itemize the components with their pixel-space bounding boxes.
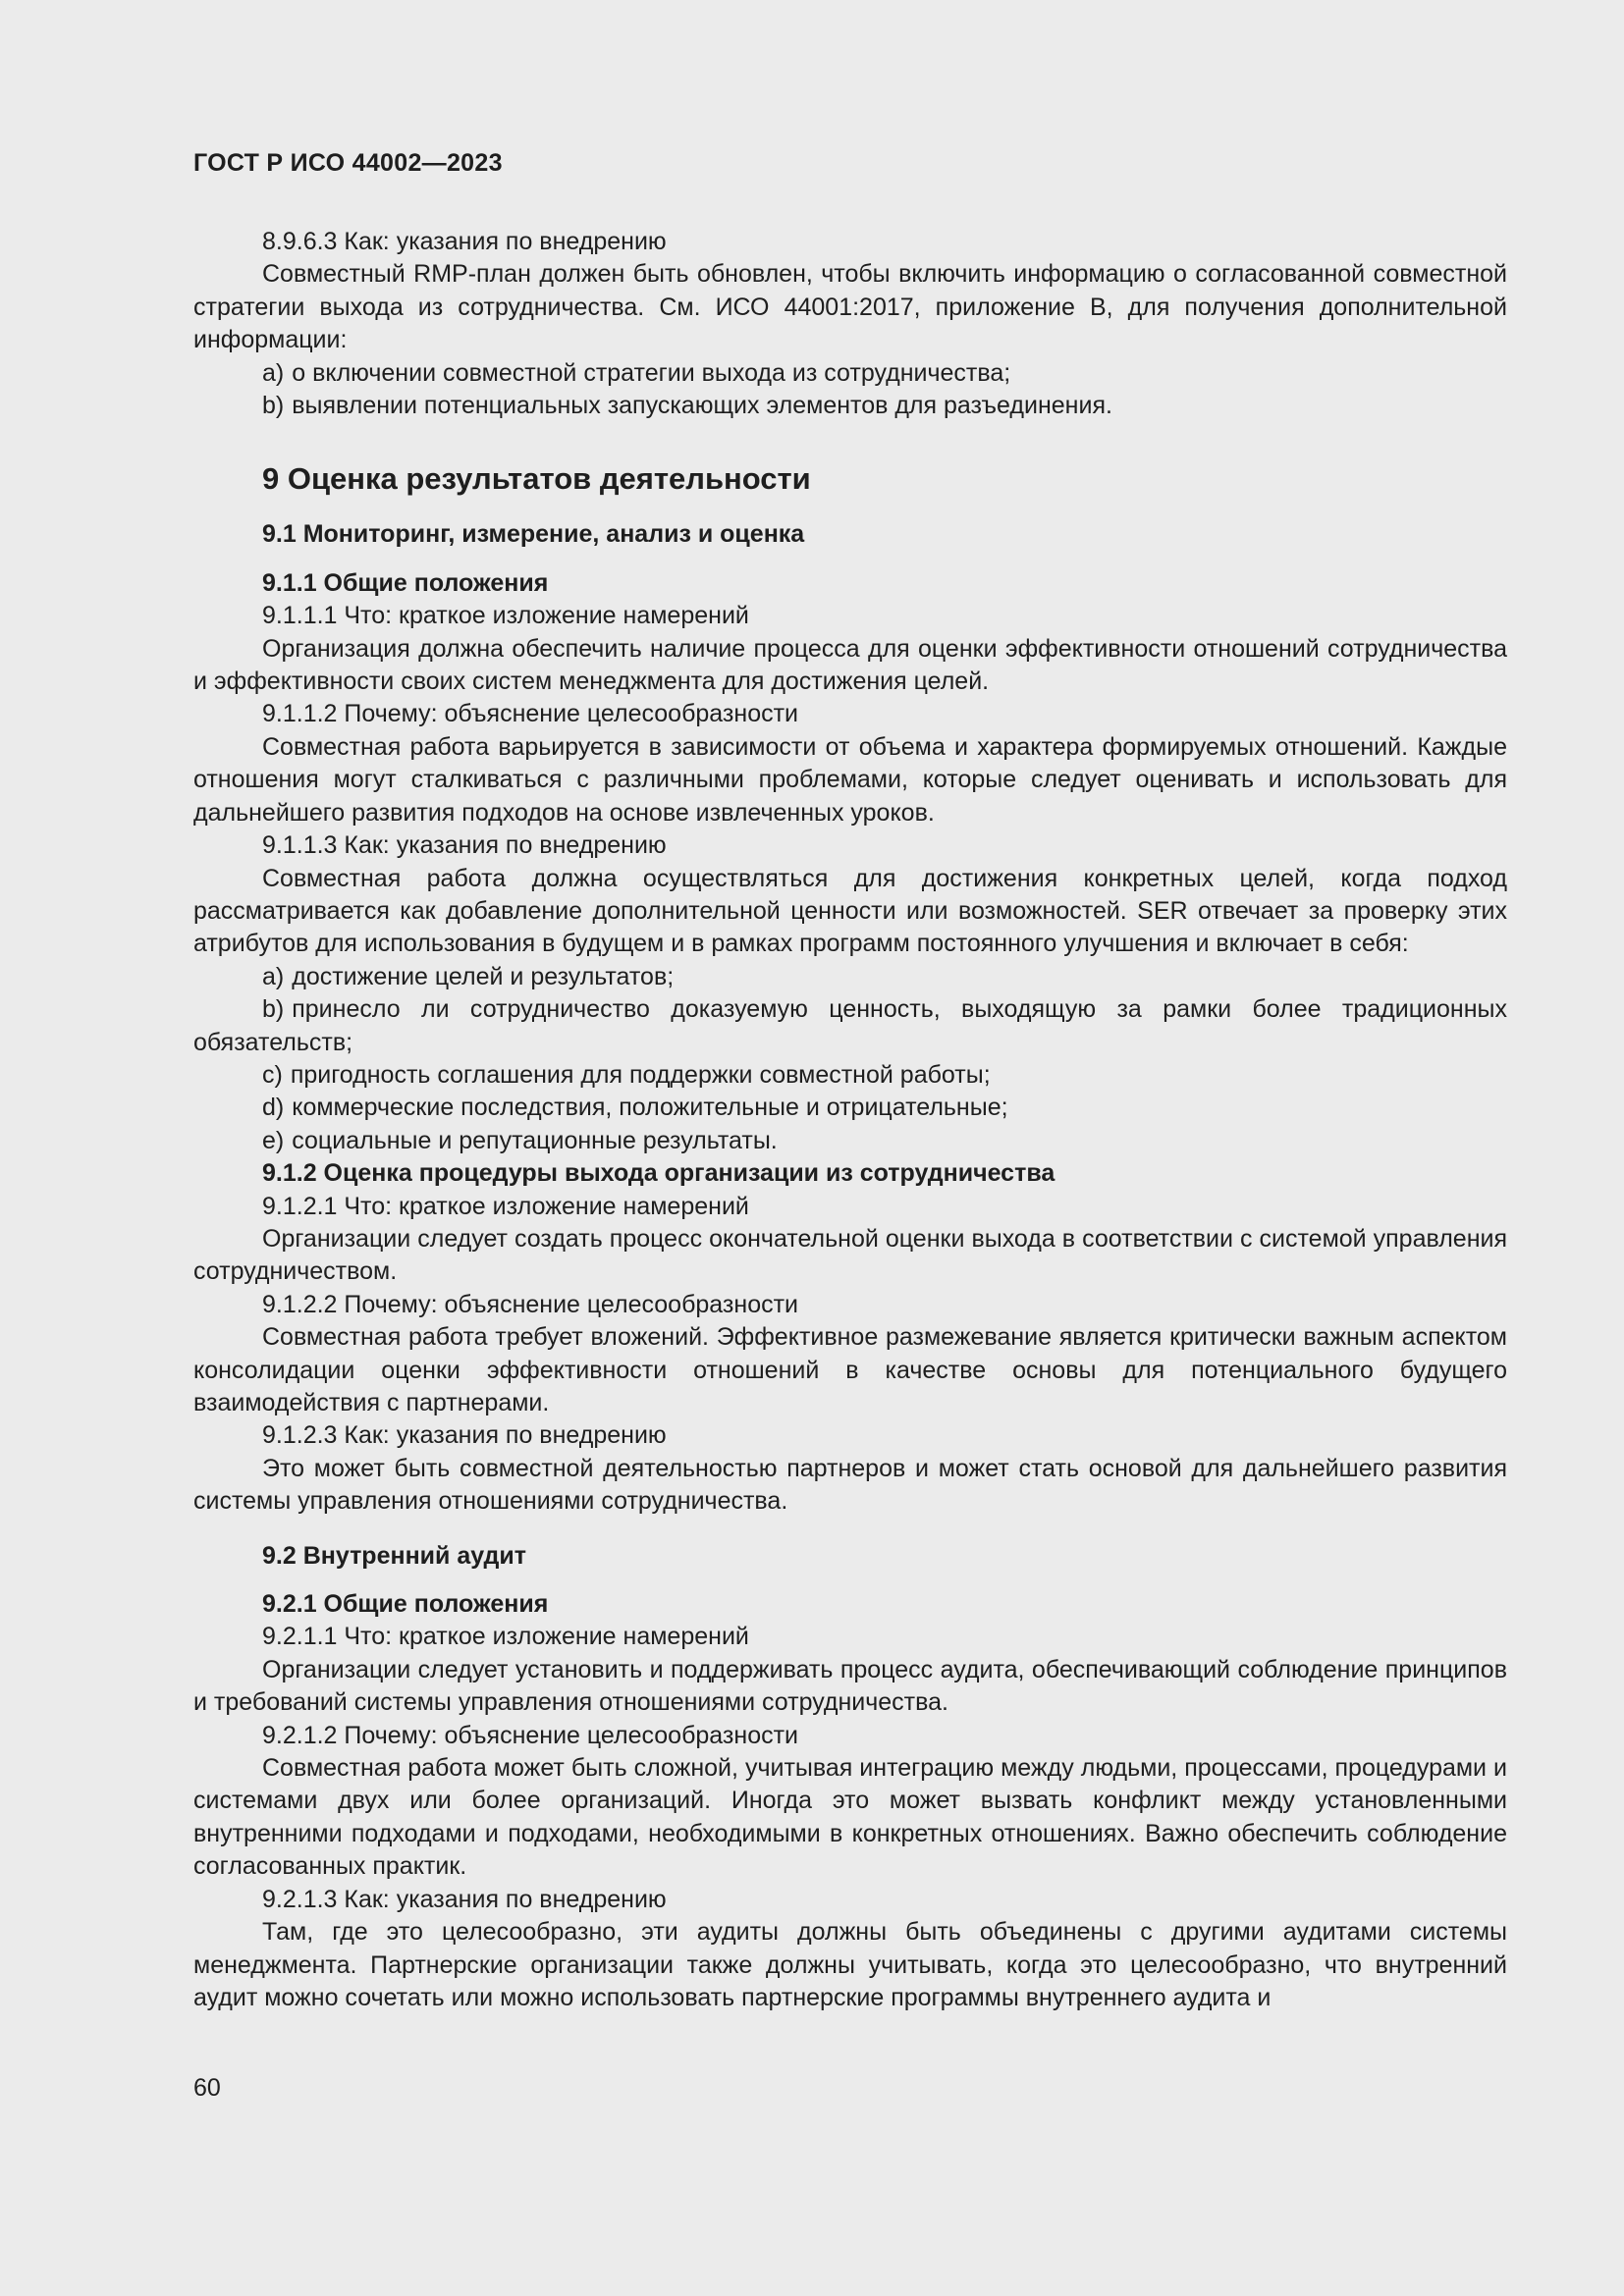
subsection-heading-9213: 9.2.1.3 Как: указания по внедрению bbox=[262, 1885, 667, 1913]
subsection-heading-9112: 9.1.1.2 Почему: объяснение целесообразности bbox=[262, 700, 799, 728]
paragraph-9112: Совместная работа варьируется в зависимости от объема и характера формируемых отношений. Каждые отношения могут сталкиваться с различными проблемами, которые следует оценивать и использовать для дальнейшего развития подходов на основе извлеченных уроков. bbox=[193, 732, 1507, 827]
section-title-9-2: 9.2 Внутренний аудит bbox=[262, 1541, 527, 1570]
list-marker: a) bbox=[262, 358, 285, 387]
subsection-heading-9122: 9.1.2.2 Почему: объяснение целесообразности bbox=[262, 1290, 799, 1318]
list-item bbox=[193, 1125, 1507, 1157]
list-item bbox=[193, 1059, 1507, 1092]
paragraph-9122: Совместная работа требует вложений. Эффективное размежевание является критически важным аспектом консолидации оценки эффективности отношений в качестве основы для потенциального будущего взаимодействия с партнерами. bbox=[193, 1323, 1507, 1416]
subsection-heading-9121: 9.1.2.1 Что: краткое изложение намерений bbox=[262, 1192, 749, 1220]
document-header: ГОСТ Р ИСО 44002—2023 bbox=[193, 149, 503, 177]
paragraph-9212: Совместная работа может быть сложной, учитывая интеграцию между людьми, процессами, процедурами и системами двух или более организаций. Иногда это может вызвать конфликт между установленными внутренними подходами и подходами, необходимыми в конкретных отношениях. Важно обеспечить соблюдение согласованных практик. bbox=[193, 1754, 1507, 1881]
list-item-text: достижение целей и результатов; bbox=[292, 962, 675, 990]
subsection-heading-9111: 9.1.1.1 Что: краткое изложение намерений bbox=[262, 602, 749, 630]
paragraph-9211: Организации следует установить и поддерживать процесс аудита, обеспечивающий соблюдение принципов и требований системы управления отношениями сотрудничества. bbox=[193, 1655, 1507, 1717]
paragraph-8963: Совместный RMP-план должен быть обновлен, чтобы включить информацию о согласованной совместной стратегии выхода из сотрудничества. См. ИСО 44001:2017, приложение B, для получения дополнительной информации: bbox=[193, 260, 1507, 354]
paragraph-9123: Это может быть совместной деятельностью партнеров и может стать основой для дальнейшего развития системы управления отношениями сотрудничества. bbox=[193, 1454, 1507, 1516]
list-item-text: социальные и репутационные результаты. bbox=[292, 1126, 778, 1154]
list-marker: c) bbox=[262, 1060, 283, 1089]
subsection-heading-8963: 8.9.6.3 Как: указания по внедрению bbox=[262, 228, 667, 255]
paragraph-9111: Организация должна обеспечить наличие процесса для оценки эффективности отношений сотрудничества и эффективности своих систем менеджмента для достижения целей. bbox=[193, 634, 1507, 696]
list-marker: e) bbox=[262, 1126, 285, 1154]
subsection-heading-9113: 9.1.1.3 Как: указания по внедрению bbox=[262, 831, 667, 860]
list-item-text: коммерческие последствия, положительные и отрицательные; bbox=[292, 1094, 1008, 1122]
list-marker: a) bbox=[262, 962, 285, 990]
list-item bbox=[193, 357, 1507, 390]
list-item bbox=[193, 961, 1507, 993]
list-item-text: о включении совместной стратегии выхода из сотрудничества; bbox=[292, 358, 1011, 387]
list-item-text: выявлении потенциальных запускающих элементов для разъединения. bbox=[292, 392, 1112, 420]
list-marker: d) bbox=[262, 1094, 285, 1122]
subsection-heading-9123: 9.1.2.3 Как: указания по внедрению bbox=[262, 1421, 667, 1450]
list-8963 bbox=[193, 357, 1507, 423]
list-item bbox=[193, 993, 1507, 1059]
list-item-text: принесло ли сотрудничество доказуемую ценность, выходящую за рамки более традиционных обязательств; bbox=[193, 995, 1507, 1056]
document-body bbox=[193, 226, 1507, 2014]
list-item bbox=[193, 390, 1507, 422]
list-item-text: пригодность соглашения для поддержки совместной работы; bbox=[290, 1060, 991, 1089]
paragraph-9213: Там, где это целесообразно, эти аудиты должны быть объединены с другими аудитами системы менеджмента. Партнерские организации также должны учитывать, когда это целесообразно, что внутренний аудит можно сочетать или можно использовать партнерские программы внутреннего аудита и bbox=[193, 1918, 1507, 2011]
paragraph-9113: Совместная работа должна осуществляться для достижения конкретных целей, когда подход рассматривается как добавление дополнительной ценности или возможностей. SER отвечает за проверку этих атрибутов для использования в будущем и в рамках программ постоянного улучшения и включает в себя: bbox=[193, 864, 1507, 958]
list-9113 bbox=[193, 961, 1507, 1157]
section-title-9-1-2: 9.1.2 Оценка процедуры выхода организации из сотрудничества bbox=[262, 1159, 1056, 1188]
list-marker: b) bbox=[262, 392, 285, 420]
section-title-9-1-1: 9.1.1 Общие положения bbox=[262, 568, 549, 597]
section-title-9-1: 9.1 Мониторинг, измерение, анализ и оценка bbox=[262, 520, 805, 549]
list-marker: b) bbox=[262, 995, 285, 1024]
list-item bbox=[193, 1092, 1507, 1124]
section-title-9-2-1: 9.2.1 Общие положения bbox=[262, 1590, 549, 1619]
page-number: 60 bbox=[193, 2074, 221, 2102]
paragraph-9121: Организации следует создать процесс окончательной оценки выхода в соответствии с системой управления сотрудничеством. bbox=[193, 1224, 1507, 1286]
subsection-heading-9211: 9.2.1.1 Что: краткое изложение намерений bbox=[262, 1623, 749, 1651]
subsection-heading-9212: 9.2.1.2 Почему: объяснение целесообразности bbox=[262, 1721, 799, 1749]
section-title-9: 9 Оценка результатов деятельности bbox=[262, 461, 811, 497]
